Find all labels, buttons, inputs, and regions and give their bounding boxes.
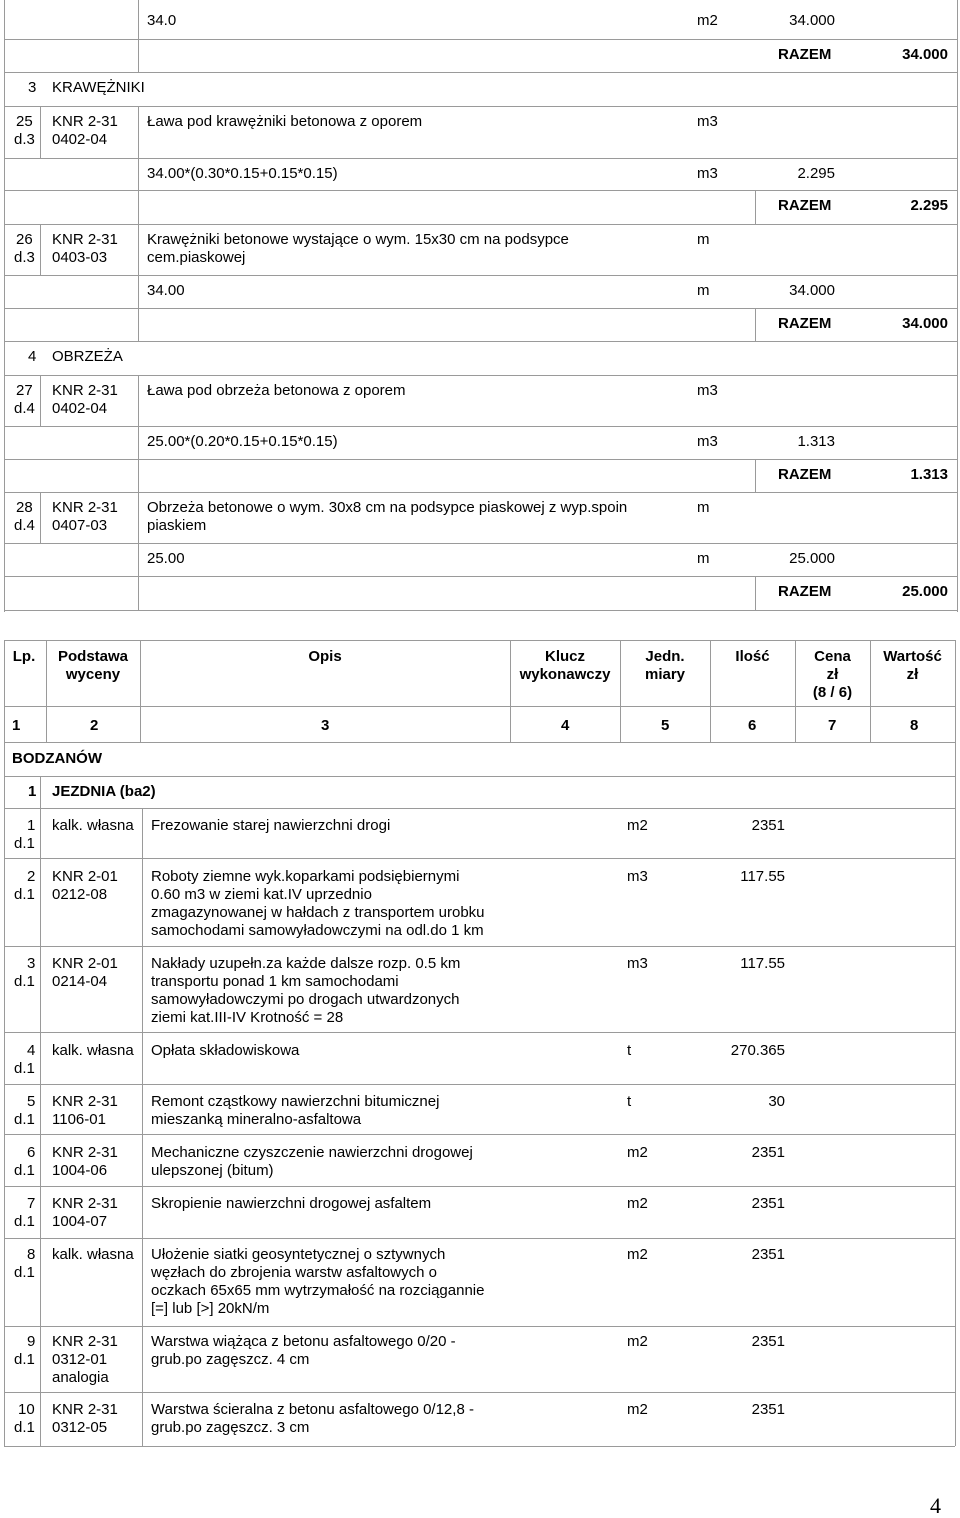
grid-line (4, 492, 957, 493)
grid-line (138, 576, 139, 610)
razem-value: 34.000 (902, 46, 948, 63)
grid-line (138, 39, 139, 72)
item-base: 0212-08 (52, 886, 108, 903)
item-sub: d.1 (14, 886, 35, 903)
item-base: KNR 2-31 (52, 1093, 118, 1110)
unit-cell: m (697, 550, 710, 567)
grid-line (138, 426, 139, 459)
grid-line (4, 1326, 955, 1327)
header-klucz: Klucz (544, 648, 585, 665)
calc-expression: 34.00 (147, 282, 185, 299)
item-base: KNR 2-31 (52, 382, 118, 399)
grid-line (140, 640, 141, 742)
item-base: 0402-04 (52, 400, 108, 417)
item-base: KNR 2-31 (52, 1401, 118, 1418)
grid-line (40, 776, 41, 808)
calc-expression: 25.00*(0.20*0.15+0.15*0.15) (147, 433, 338, 450)
grid-line (138, 492, 139, 543)
grid-line (138, 190, 139, 224)
grid-line (4, 640, 955, 641)
value-cell: 25.000 (789, 550, 835, 567)
grid-line (4, 190, 957, 191)
item-description: Roboty ziemne wyk.koparkami podsiębiernymi (151, 868, 460, 885)
grid-line (138, 106, 139, 158)
item-sub: d.1 (14, 1213, 35, 1230)
item-description: cem.piaskowej (147, 249, 246, 266)
item-sub: d.1 (14, 1162, 35, 1179)
item-number: 10 (18, 1401, 35, 1418)
item-base: 1004-06 (52, 1162, 108, 1179)
razem-value: 2.295 (910, 197, 948, 214)
item-description: Remont cząstkowy nawierzchni bitumicznej (151, 1093, 440, 1110)
grid-line (4, 1032, 955, 1033)
grid-line (138, 0, 139, 39)
grid-line (755, 459, 756, 492)
item-base: kalk. własna (52, 817, 134, 834)
item-description: samochodami samowyładowczymi na odl.do 1 km (151, 922, 484, 939)
item-sub: d.3 (14, 249, 35, 266)
column-number: 6 (748, 717, 757, 734)
grid-line (142, 808, 143, 1446)
quantity-cell: 270.365 (730, 1042, 785, 1059)
value-cell: 1.313 (797, 433, 835, 450)
item-number: 1 (27, 817, 36, 834)
item-description: transportu ponad 1 km samochodami (151, 973, 399, 990)
grid-line (46, 640, 47, 742)
item-number: 2 (27, 868, 36, 885)
item-description: węzłach do zbrojenia warstw asfaltowych o (151, 1264, 437, 1281)
item-number: 28 (16, 499, 33, 516)
header-jedn: Jedn. (645, 648, 685, 665)
grid-line (755, 308, 756, 341)
header-cena: zł (826, 666, 839, 683)
grid-line (138, 459, 139, 492)
grid-line (4, 308, 957, 309)
item-base: KNR 2-31 (52, 231, 118, 248)
unit-cell: m2 (627, 1333, 648, 1350)
grid-line (138, 375, 139, 426)
razem-value: 1.313 (910, 466, 948, 483)
grid-line (4, 426, 957, 427)
item-description: Ława pod obrzeża betonowa z oporem (147, 382, 406, 399)
item-number: 9 (27, 1333, 36, 1350)
grid-line (40, 106, 41, 158)
item-number: 25 (16, 113, 33, 130)
item-base: 0312-01 (52, 1351, 108, 1368)
grid-line (4, 375, 957, 376)
column-number: 7 (828, 717, 837, 734)
quantity-cell: 30 (768, 1093, 785, 1110)
grid-line (138, 543, 139, 576)
grid-line (4, 459, 957, 460)
unit-cell: m2 (627, 1246, 648, 1263)
item-description: Obrzeża betonowe o wym. 30x8 cm na podsypce piaskowej z wyp.spoin (147, 499, 628, 516)
item-base: kalk. własna (52, 1246, 134, 1263)
grid-line (4, 742, 955, 743)
item-number: 27 (16, 382, 33, 399)
grid-line (40, 492, 41, 543)
item-sub: d.1 (14, 1351, 35, 1368)
item-sub: d.1 (14, 973, 35, 990)
item-description: Mechaniczne czyszczenie nawierzchni drogowej (151, 1144, 473, 1161)
item-base: KNR 2-31 (52, 113, 118, 130)
unit-cell: m2 (697, 12, 718, 29)
item-base: kalk. własna (52, 1042, 134, 1059)
value-cell: 34.000 (789, 12, 835, 29)
calc-expression: 25.00 (147, 550, 185, 567)
column-number: 1 (12, 717, 21, 734)
grid-line (40, 375, 41, 426)
section-title: KRAWĘŻNIKI (52, 79, 145, 96)
razem-label: RAZEM (778, 583, 832, 600)
grid-line (957, 0, 958, 612)
item-description: ziemi kat.III-IV Krotność = 28 (151, 1009, 344, 1026)
item-description: [=] lub [>] 20kN/m (151, 1300, 270, 1317)
grid-line (4, 106, 957, 107)
item-description: Warstwa ścieralna z betonu asfaltowego 0/12,8 - (151, 1401, 474, 1418)
grid-line (4, 576, 957, 577)
item-base: analogia (52, 1369, 109, 1386)
header-podstawa: wyceny (65, 666, 121, 683)
item-description: mieszanką mineralno-asfaltowa (151, 1111, 362, 1128)
grid-line (510, 640, 511, 742)
item-base: 0403-03 (52, 249, 108, 266)
item-number: 26 (16, 231, 33, 248)
item-base: 0407-03 (52, 517, 108, 534)
grid-line (4, 341, 957, 342)
quantity-cell: 2351 (751, 1144, 785, 1161)
item-sub: d.1 (14, 1419, 35, 1436)
header-klucz: wykonawczy (519, 666, 611, 683)
item-description: piaskiem (147, 517, 207, 534)
razem-label: RAZEM (778, 46, 832, 63)
item-sub: d.1 (14, 835, 35, 852)
column-number: 5 (661, 717, 670, 734)
item-number: 7 (27, 1195, 36, 1212)
item-base: KNR 2-01 (52, 868, 118, 885)
quantity-cell: 2351 (751, 1246, 785, 1263)
grid-line (755, 190, 756, 224)
item-base: KNR 2-01 (52, 955, 118, 972)
item-description: Krawężniki betonowe wystające o wym. 15x30 cm na podsypce (147, 231, 569, 248)
item-description: Frezowanie starej nawierzchni drogi (151, 817, 391, 834)
grid-line (40, 808, 41, 1446)
grid-line (4, 224, 957, 225)
grid-line (4, 610, 957, 611)
calc-expression: 34.00*(0.30*0.15+0.15*0.15) (147, 165, 338, 182)
section-title: OBRZEŻA (52, 348, 123, 365)
column-number: 3 (321, 717, 330, 734)
quantity-cell: 2351 (751, 817, 785, 834)
item-number: 5 (27, 1093, 36, 1110)
grid-line (4, 1238, 955, 1239)
item-description: Skropienie nawierzchni drogowej asfaltem (151, 1195, 432, 1212)
razem-label: RAZEM (778, 466, 832, 483)
item-sub: d.1 (14, 1111, 35, 1128)
grid-line (4, 1186, 955, 1187)
item-base: KNR 2-31 (52, 1195, 118, 1212)
item-sub: d.3 (14, 131, 35, 148)
value-cell: 2.295 (797, 165, 835, 182)
item-base: 1004-07 (52, 1213, 108, 1230)
grid-line (138, 158, 139, 190)
header-cena: Cena (814, 648, 851, 665)
item-number: 3 (27, 955, 36, 972)
item-base: 1106-01 (52, 1111, 106, 1128)
item-base: 0402-04 (52, 131, 108, 148)
item-description: 0.60 m3 w ziemi kat.IV uprzednio (151, 886, 372, 903)
item-sub: d.1 (14, 1264, 35, 1281)
item-sub: d.4 (14, 400, 35, 417)
razem-value: 34.000 (902, 315, 948, 332)
group-title: BODZANÓW (12, 750, 102, 767)
item-base: KNR 2-31 (52, 1333, 118, 1350)
grid-line (40, 224, 41, 275)
unit-cell: m3 (627, 955, 648, 972)
grid-line (4, 543, 957, 544)
item-description: Ułożenie siatki geosyntetycznej o sztywnych (151, 1246, 446, 1263)
grid-line (4, 946, 955, 947)
unit-cell: m (697, 499, 710, 516)
header-ilosc: Ilość (735, 648, 770, 665)
calc-expression: 34.0 (147, 12, 177, 29)
grid-line (795, 640, 796, 742)
item-number: 8 (27, 1246, 36, 1263)
item-base: 0214-04 (52, 973, 108, 990)
grid-line (4, 776, 955, 777)
quantity-cell: 2351 (751, 1401, 785, 1418)
value-cell: 34.000 (789, 282, 835, 299)
item-base: KNR 2-31 (52, 499, 118, 516)
section-title: JEZDNIA (ba2) (52, 783, 156, 800)
grid-line (4, 1134, 955, 1135)
razem-value: 25.000 (902, 583, 948, 600)
quantity-cell: 117.55 (740, 955, 785, 972)
unit-cell: m2 (627, 1401, 648, 1418)
grid-line (4, 706, 955, 707)
unit-cell: m3 (697, 382, 718, 399)
quantity-cell: 117.55 (740, 868, 785, 885)
grid-line (138, 224, 139, 275)
grid-line (4, 808, 955, 809)
unit-cell: m3 (697, 165, 718, 182)
header-cena: (8 / 6) (812, 684, 853, 701)
header-wartosc: zł (906, 666, 919, 683)
grid-line (138, 308, 139, 341)
grid-line (870, 640, 871, 742)
unit-cell: m3 (627, 868, 648, 885)
section-number: 3 (28, 79, 37, 96)
grid-line (710, 640, 711, 742)
header-jedn: miary (644, 666, 686, 683)
header-podstawa: Podstawa (57, 648, 129, 665)
item-base: KNR 2-31 (52, 1144, 118, 1161)
column-number: 8 (910, 717, 919, 734)
header-opis: Opis (308, 648, 342, 665)
unit-cell: t (627, 1042, 632, 1059)
column-number: 2 (90, 717, 99, 734)
razem-label: RAZEM (778, 197, 832, 214)
unit-cell: m (697, 231, 710, 248)
item-description: grub.po zagęszcz. 3 cm (151, 1419, 310, 1436)
grid-line (4, 158, 957, 159)
unit-cell: m3 (697, 113, 718, 130)
header-wartosc: Wartość (883, 648, 942, 665)
grid-line (4, 39, 957, 40)
grid-line (138, 275, 139, 308)
grid-line (4, 1084, 955, 1085)
quantity-cell: 2351 (751, 1195, 785, 1212)
item-description: oczkach 65x65 mm wytrzymałość na rozciągannie (151, 1282, 485, 1299)
grid-line (4, 0, 5, 612)
grid-line (955, 640, 956, 1446)
item-description: zmagazynowanej w hałdach z transportem urobku (151, 904, 485, 921)
grid-line (4, 1392, 955, 1393)
item-description: Opłata składowiskowa (151, 1042, 300, 1059)
unit-cell: m3 (697, 433, 718, 450)
unit-cell: t (627, 1093, 632, 1110)
item-description: grub.po zagęszcz. 4 cm (151, 1351, 310, 1368)
unit-cell: m2 (627, 1144, 648, 1161)
item-sub: d.4 (14, 517, 35, 534)
section-number: 1 (28, 783, 37, 800)
header-lp: Lp. (12, 648, 36, 665)
unit-cell: m (697, 282, 710, 299)
grid-line (620, 640, 621, 742)
item-number: 4 (27, 1042, 36, 1059)
item-description: Ława pod krawężniki betonowa z oporem (147, 113, 423, 130)
grid-line (755, 576, 756, 610)
item-base: 0312-05 (52, 1419, 108, 1436)
item-description: Warstwa wiążąca z betonu asfaltowego 0/20 - (151, 1333, 456, 1350)
column-number: 4 (561, 717, 570, 734)
unit-cell: m2 (627, 817, 648, 834)
quantity-cell: 2351 (751, 1333, 785, 1350)
grid-line (4, 275, 957, 276)
item-description: Nakłady uzupełn.za każde dalsze rozp. 0.5 km (151, 955, 461, 972)
item-description: ulepszonej (bitum) (151, 1162, 274, 1179)
razem-label: RAZEM (778, 315, 832, 332)
grid-line (4, 1446, 955, 1447)
item-sub: d.1 (14, 1060, 35, 1077)
grid-line (4, 858, 955, 859)
item-number: 6 (27, 1144, 36, 1161)
grid-line (4, 72, 957, 73)
page-number: 4 (930, 1493, 941, 1518)
unit-cell: m2 (627, 1195, 648, 1212)
item-description: samowyładowczymi po drogach utwardzonych (151, 991, 460, 1008)
section-number: 4 (28, 348, 37, 365)
